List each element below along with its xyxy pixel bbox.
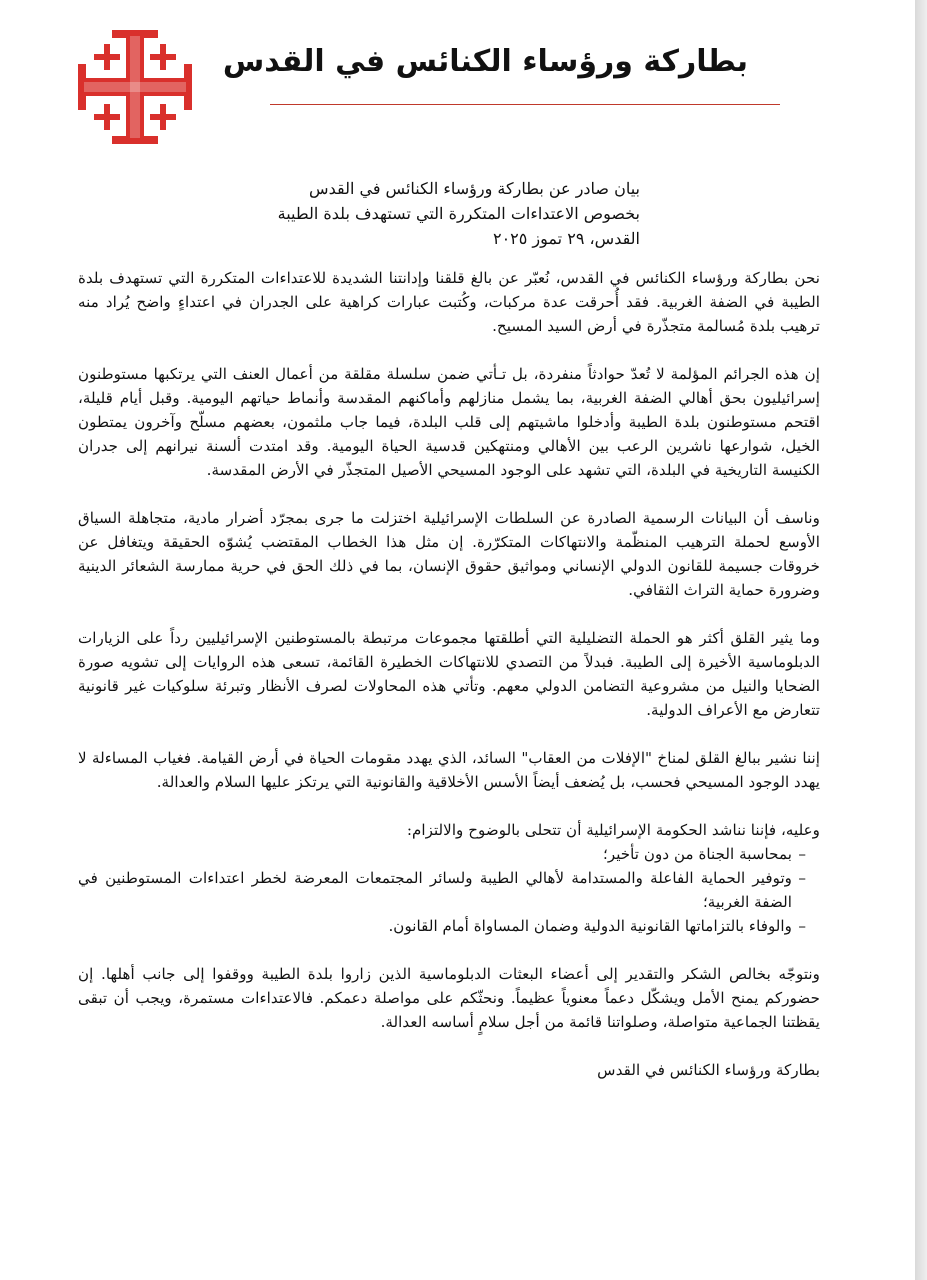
paragraph: إن هذه الجرائم المؤلمة لا تُعدّ حوادثاً منفردة، بل تـأتي ضمن سلسلة مقلقة من أعمال العنف التي يرتكبها مستوطنون إسرائيليون بحق أهالي الضفة الغربية، بما يشمل منازلهم وأماكنهم المقدسة وأنماط حياتهم اليومية. وقبل أيام قليلة، اقتحم مستوطنون بلدة الطيبة وأدخلوا ماشيتهم إلى قلب البلدة، فيما جاب ملثمون، بعضهم مسلّح وآخرون يمتطون الخيل، شوارعها ناشرين الرعب بين الأهالي ومنتهكين قدسية الحياة اليومية. وقد امتدت ألسنة نيرانهم إلى جدران الكنيسة التاريخية في البلدة، التي تشهد على الوجود المسيحي الأصيل المتجذّر في الأرض المقدسة. xyxy=(78,365,820,479)
statement-line-2: بخصوص الاعتداءات المتكررة التي تستهدف بلدة الطيبة xyxy=(277,204,640,223)
dash-bullet: – xyxy=(798,869,806,887)
page-title: بطاركة ورؤساء الكنائس في القدس xyxy=(222,44,748,79)
appeal-intro: وعليه، فإننا نناشد الحكومة الإسرائيلية أن تتحلى بالوضوح والالتزام: xyxy=(406,821,820,839)
list-item xyxy=(78,914,806,938)
list-item-text: والوفاء بالتزاماتها القانونية الدولية وضمان المساواة أمام القانون. xyxy=(388,917,792,935)
page-edge xyxy=(915,0,927,1280)
list-item xyxy=(78,866,806,914)
title-divider xyxy=(270,104,780,105)
paragraph: وما يثير القلق أكثر هو الحملة التضليلية التي أطلقتها مجموعات مرتبطة بالمستوطنين الإسرائيليين رداً على الزيارات الدبلوماسية الأخيرة إلى الطيبة. فبدلاً من التصدي للانتهاكات الخطيرة القائمة، تسعى هذه الروايات إلى تشويه صورة الضحايا والنيل من مشروعية التضامن الدولي معهم. وتأتي هذه المحاولات لصرف الأنظار وتبرئة سلوكيات غير قانونية تتعارض مع الأعراف الدولية. xyxy=(78,629,821,719)
dash-bullet: – xyxy=(798,917,806,935)
closing-paragraph: ونتوجّه بخالص الشكر والتقدير إلى أعضاء البعثات الدبلوماسية الذين زاروا بلدة الطيبة ووقفوا إلى جانب أهلها. إن حضوركم يمنح الأمل ويشكّل دعماً معنوياً عظيماً. ونحثّكم على مواصلة دعمكم. فالاعتداءات مستمرة، ويجب أن تبقى يقظتنا الجماعية متواصلة، وصلواتنا قائمة من أجل سلامٍ أساسه العدالة. xyxy=(78,965,820,1031)
list-item-text: وتوفير الحماية الفاعلة والمستدامة لأهالي الطيبة ولسائر المجتمعات المعرضة لخطر اعتداءات المستوطنين في الضفة الغربية؛ xyxy=(78,869,793,911)
paragraph: نحن بطاركة ورؤساء الكنائس في القدس، نُعبّر عن بالغ قلقنا وإدانتنا الشديدة للاعتداءات المتكررة التي تستهدف بلدة الطيبة في الضفة الغربية. فقد أُحرقت عدة مركبات، وكُتبت عبارات كراهية على الجدران في اعتداءٍ واضح يُراد منه ترهيب بلدة مُسالمة متجذّرة في أرض السيد المسيح. xyxy=(78,269,820,335)
list-item xyxy=(78,842,806,866)
statement-heading xyxy=(200,176,640,251)
paragraph: إننا نشير ببالغ القلق لمناخ "الإفلات من العقاب" السائد، الذي يهدد مقومات الحياة في أرض القيامة. فغياب المساءلة لا يهدد الوجود المسيحي فحسب، بل يُضعف أيضاً الأسس الأخلاقية والقانونية التي يرتكز عليها السلام والعدالة. xyxy=(78,749,820,791)
appeal-list xyxy=(78,842,820,938)
jerusalem-cross-icon xyxy=(74,26,196,148)
dash-bullet: – xyxy=(798,845,806,863)
statement-line-1: بيان صادر عن بطاركة ورؤساء الكنائس في القدس xyxy=(309,179,640,198)
statement-line-3: القدس، ٢٩ تموز ٢٠٢٥ xyxy=(492,229,640,248)
signature: بطاركة ورؤساء الكنائس في القدس xyxy=(597,1061,820,1079)
statement-body xyxy=(78,266,820,1106)
list-item-text: بمحاسبة الجناة من دون تأخير؛ xyxy=(603,845,792,863)
paragraph: وناسف أن البيانات الرسمية الصادرة عن السلطات الإسرائيلية اختزلت ما جرى بمجرّد أضرار مادية، متجاهلة السياق الأوسع لحملة الترهيب المنظّمة والانتهاكات المتكرّرة. إن مثل هذا الخطاب المقتضب يُشوّه الحقيقة ويتغافل عن خروقات جسيمة للقانون الدولي الإنساني ومواثيق حقوق الإنسان، بما في ذلك الحق في حرية ممارسة الشعائر الدينية وضرورة حماية التراث الثقافي. xyxy=(78,509,820,599)
